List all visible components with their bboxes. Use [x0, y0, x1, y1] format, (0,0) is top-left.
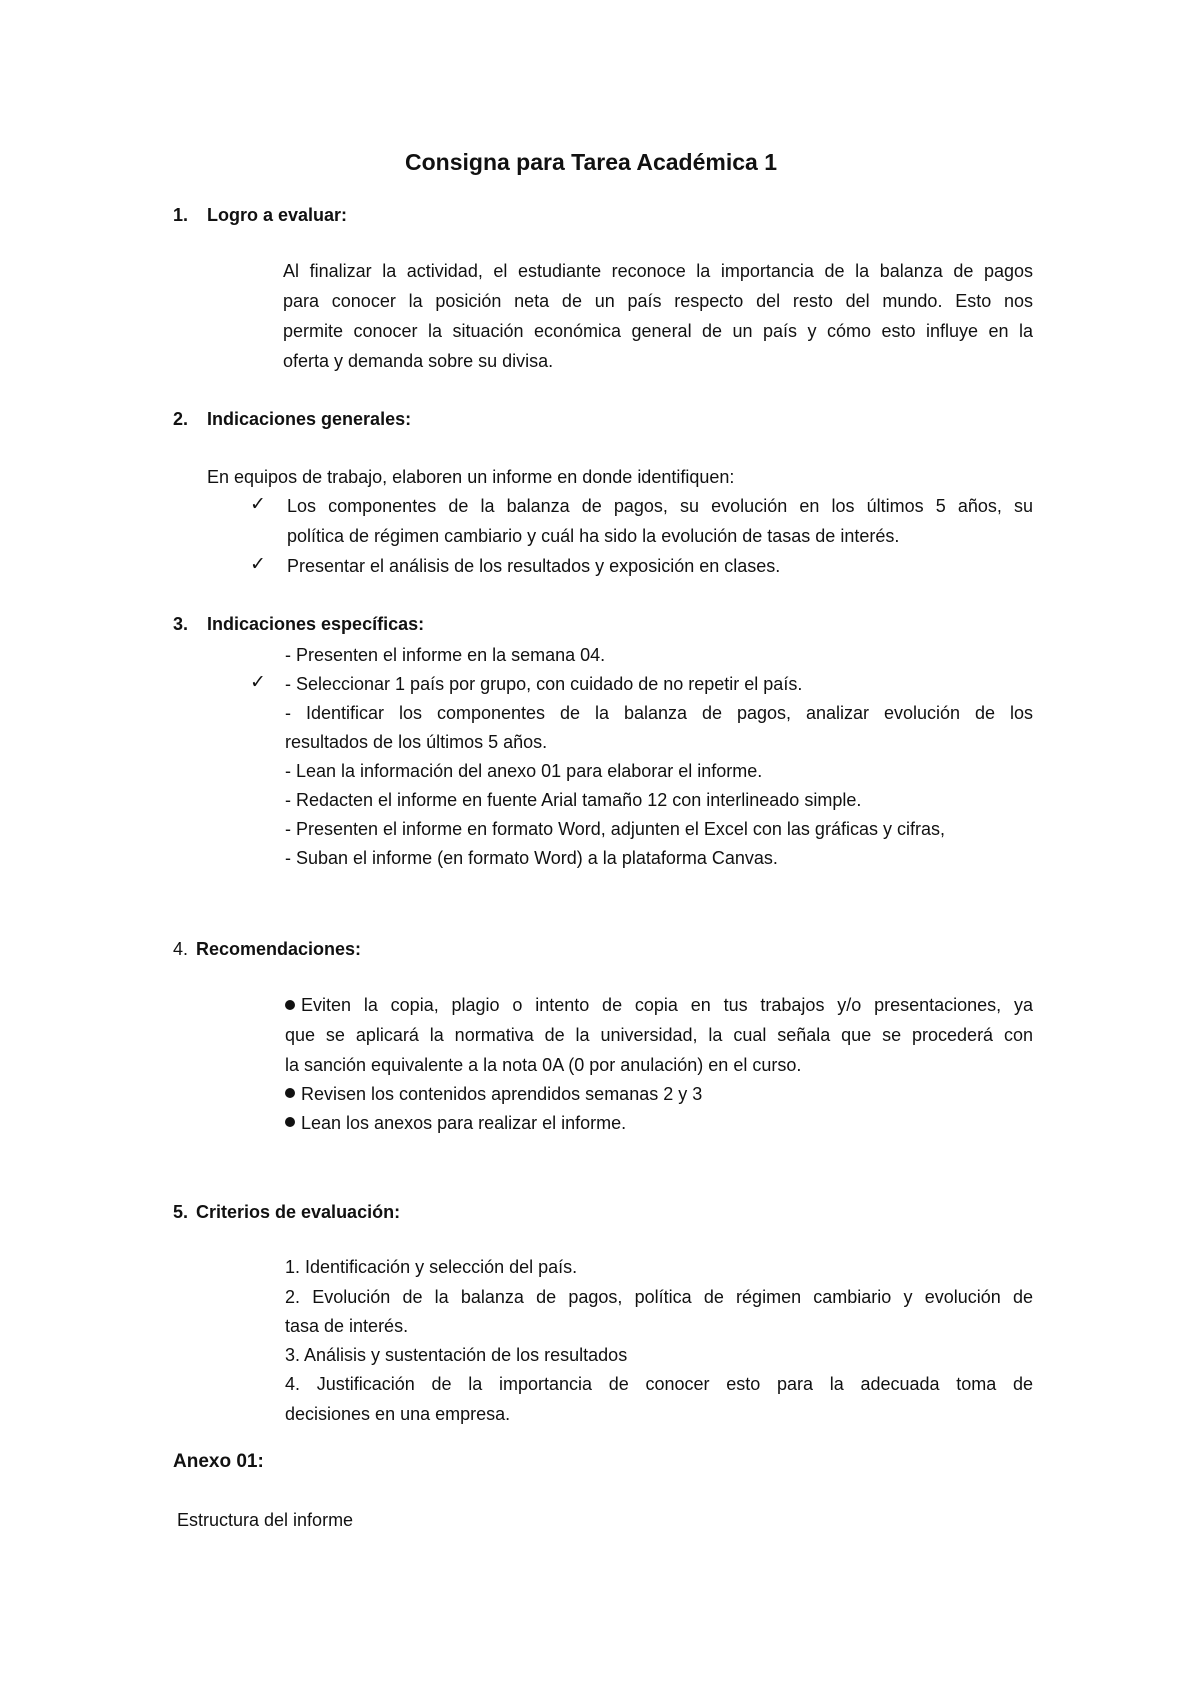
section-4-bullet-item — [285, 1085, 702, 1103]
section-2-item: Los componentes de la balanza de pagos, su evolución en los últimos 5 años, su — [287, 496, 1033, 516]
bullet-icon — [285, 1088, 295, 1098]
section-3-heading: Indicaciones específicas: — [207, 614, 425, 634]
section-2-intro: En equipos de trabajo, elaboren un informe en donde identifiquen: — [207, 467, 735, 487]
section-3-line: resultados de los últimos 5 años. — [285, 732, 548, 752]
section-3-line: - Lean la información del anexo 01 para elaborar el informe. — [285, 761, 763, 781]
page-title: Consigna para Tarea Académica 1 — [405, 149, 777, 175]
check-icon: ✓ — [250, 493, 266, 515]
section-3-line: - Redacten el informe en fuente Arial tamaño 12 con interlineado simple. — [285, 790, 862, 810]
section-4-heading: Recomendaciones: — [196, 939, 362, 959]
section-3-line: - Presenten el informe en la semana 04. — [285, 645, 606, 665]
section-1-line: para conocer la posición neta de un país respecto del resto del mundo. Esto nos — [283, 291, 1033, 311]
section-3-line: - Suban el informe (en formato Word) a la plataforma Canvas. — [285, 848, 778, 868]
section-4-line: la sanción equivalente a la nota 0A (0 por anulación) en el curso. — [285, 1055, 802, 1075]
annex-subtitle: Estructura del informe — [177, 1510, 354, 1530]
section-2-item: política de régimen cambiario y cuál ha sido la evolución de tasas de interés. — [287, 526, 900, 546]
section-4-line: que se aplicará la normativa de la universidad, la cual señala que se procederá con — [285, 1025, 1033, 1045]
section-4-bullet-item — [285, 1114, 626, 1132]
section-3-line: - Identificar los componentes de la balanza de pagos, analizar evolución de los — [285, 703, 1033, 723]
section-3-number: 3. — [173, 614, 189, 634]
section-1-heading: Logro a evaluar: — [207, 205, 348, 225]
bullet-icon — [285, 1000, 295, 1010]
section-5-line: 3. Análisis y sustentación de los resultados — [285, 1345, 628, 1365]
section-2-number: 2. — [173, 409, 189, 429]
section-2-heading: Indicaciones generales: — [207, 409, 412, 429]
section-5-line: tasa de interés. — [285, 1316, 409, 1336]
section-1-number: 1. — [173, 205, 189, 225]
section-4-bullet-item — [285, 996, 1033, 1014]
section-3-line: - Presenten el informe en formato Word, adjunten el Excel con las gráficas y cifras, — [285, 819, 945, 839]
section-5-line: 4. Justificación de la importancia de conocer esto para la adecuada toma de — [285, 1374, 1033, 1394]
section-1-line: permite conocer la situación económica general de un país y cómo esto influye en la — [283, 321, 1033, 341]
section-5-heading: Criterios de evaluación: — [196, 1202, 401, 1222]
section-5-line: 2. Evolución de la balanza de pagos, política de régimen cambiario y evolución de — [285, 1287, 1033, 1307]
annex-heading: Anexo 01: — [173, 1451, 264, 1472]
check-icon: ✓ — [250, 553, 266, 575]
bullet-icon — [285, 1117, 295, 1127]
section-4-line: Revisen los contenidos aprendidos semanas 2 y 3 — [301, 1084, 703, 1104]
section-4-line: Eviten la copia, plagio o intento de copia en tus trabajos y/o presentaciones, ya — [301, 995, 1033, 1015]
check-icon: ✓ — [250, 671, 266, 693]
section-5-line: 1. Identificación y selección del país. — [285, 1257, 578, 1277]
section-1-line: oferta y demanda sobre su divisa. — [283, 351, 554, 371]
section-3-line: - Seleccionar 1 país por grupo, con cuidado de no repetir el país. — [285, 674, 803, 694]
section-2-item: Presentar el análisis de los resultados y exposición en clases. — [287, 556, 781, 576]
section-1-line: Al finalizar la actividad, el estudiante reconoce la importancia de la balanza de pagos — [283, 261, 1033, 281]
section-5-number: 5. — [173, 1202, 189, 1222]
section-5-line: decisiones en una empresa. — [285, 1404, 511, 1424]
section-4-line: Lean los anexos para realizar el informe. — [301, 1113, 627, 1133]
section-4-number: 4. — [173, 939, 189, 959]
